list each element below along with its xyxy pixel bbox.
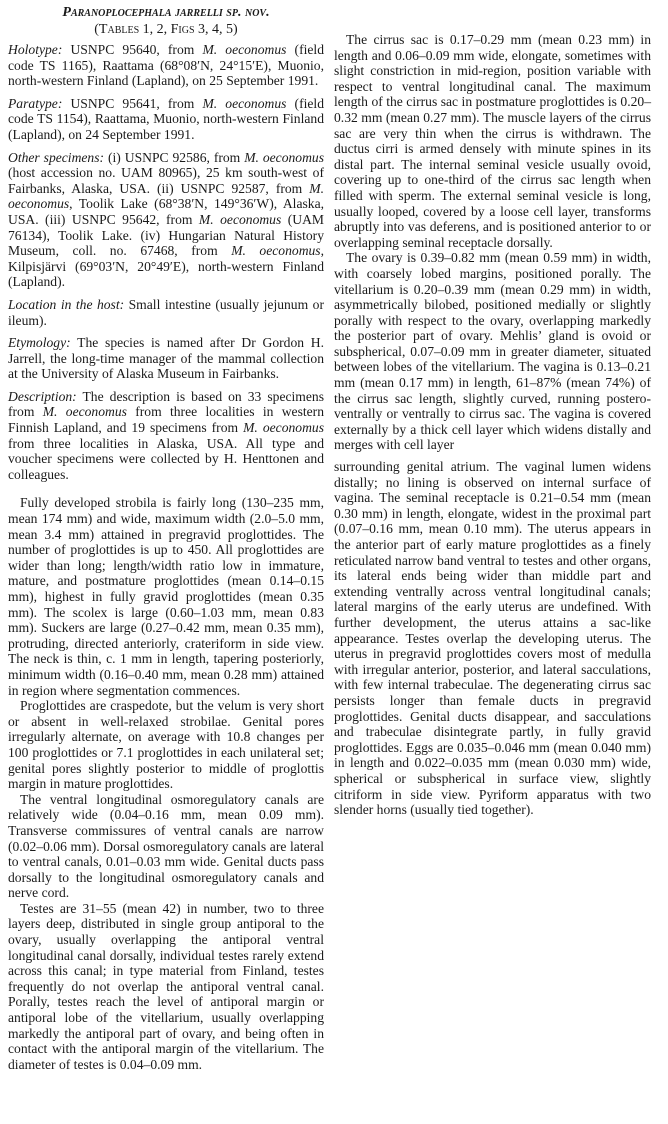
strobila-paragraph: Fully developed strobila is fairly long (130–235 mm, mean 174 mm) and wide, maximum width (2.0–5.0 mm, mean 3.4 mm) attained in pregravid proglottides. The number of proglottides is up to 450. All proglottides are wider than long; length/width ratio low in immature, mature, and postmature proglottides (mean 0.14–0.15 mm), highest in fully gravid proglottides (mean 0.35 mm). The scolex is large (0.60–1.03 mm, mean 0.83 mm). Suckers are large (0.27–0.42 mm, mean 0.35 mm), protruding, directed anteriorly, crateriform in side view. The neck is thin, c. 1 mm in length, tapering posteriorly, minimum width (0.16–0.40 mm, mean 0.28 mm) attained in region where segmentation commences.	[8, 495, 324, 698]
holotype-text: (field code TS 1165), Raattama (68°08′N, 24°15′E), Muonio, north-western Finland (Lapland), on 25 September 1991.	[8, 42, 324, 89]
uterus-paragraph: surrounding genital atrium. The vaginal lumen widens distally; no lining is observed on internal surface of vagina. The seminal receptacle is 0.21–0.54 mm (mean 0.30 mm) in length, elongate, widest in the proximal part (0.07–0.16 mm, mean 0.10 mm). The uterus appears in the anterior part of early mature proglottides as a finely reticulated narrow band ventral to testes and other organs, its lateral ends being wider than middle part and extending ventrally across ventral longitudinal canals; lateral margins of the early uterus are undefined. With further development, the uterus attains a sac-like appearance. Testes overlap the developing uterus. The uterus in pregravid proglottides covers most of medulla with irregular anterior, posterior, and lateral sacculations, with few internal trabeculae. The degenerating cirrus sac persists longer than female ducts in pregravid proglottides. Genital ducts disappear, and sacculations and trabeculae disintegrate partly, in fully gravid proglottides. Eggs are 0.035–0.046 mm (mean 0.040 mm) in length and 0.022–0.035 mm (mean 0.030 mm) wide, spherical or subspherical in surface view, slightly citriform in side view. Pyriform apparatus with two slender horns (usually tied together).	[334, 459, 651, 818]
description-text: The description is based on 33 specimens from	[8, 388, 324, 420]
etymology-text: The species is named after Dr Gordon H. Jarrell, the long-time manager of the mammal collection at the University of Alaska Museum in Fairbanks.	[8, 335, 324, 382]
osmoregulatory-paragraph: The ventral longitudinal osmoregulatory canals are relatively wide (0.04–0.16 mm, mean 0.09 mm). Transverse commissures of ventral canals are narrow (0.02–0.06 mm). Dorsal osmoregulatory canals are lateral to ventral canals, 0.01–0.03 mm wide. Genital ducts pass dorsally to the longitudinal osmoregulatory canals and nerve cord.	[8, 791, 324, 901]
other-specimens-text: , Kilpisjärvi (69°03′N, 20°49′E), north-western Finland (Lapland).	[8, 243, 324, 290]
host-name: M. oeconomus	[231, 243, 321, 259]
other-specimens-label: Other specimens:	[8, 149, 105, 165]
paratype-text: (field code TS 1154), Raattama, Muonio, north-western Finland (Lapland), on 24 September 1991.	[8, 95, 324, 142]
other-specimens-text: , Toolik Lake (68°38′N, 149°36′W), Alaska, USA. (iii) USNPC 95642, from	[8, 196, 324, 227]
host-name: M. oeconomus	[243, 420, 324, 436]
holotype-block	[8, 42, 324, 89]
host-name: M. oeconomus	[202, 95, 287, 111]
species-subtitle: (Tables 1, 2, Figs 3, 4, 5)	[94, 22, 238, 37]
holotype-label: Holotype:	[8, 42, 63, 57]
description-text: from three localities in western Finnish Lapland, and 19 specimens from	[8, 404, 324, 436]
holotype-text: USNPC 95640, from	[62, 42, 203, 57]
proglottides-paragraph: Proglottides are craspedote, but the velum is very short or absent in well-relaxed strobilae. Genital pores irregularly alternate, on average with 10.8 changes per 100 proglottides or 7.1 proglottides in each unilateral set; genital pores slightly posterior to middle of proglottis margin in mature proglottides.	[8, 698, 324, 792]
host-name: M. oeconomus	[244, 149, 325, 165]
location-text: Small intestine (usually jejunum or ileum).	[8, 296, 324, 328]
right-column	[334, 32, 651, 818]
description-label: Description:	[8, 388, 77, 404]
host-name: M. oeconomus	[202, 42, 287, 57]
paratype-block	[8, 96, 324, 143]
description-text: from three localities in Alaska, USA. All type and voucher specimens were collected by H. Henttonen and colleagues.	[8, 435, 324, 482]
location-block	[8, 297, 324, 328]
testes-paragraph: Testes are 31–55 (mean 42) in number, two to three layers deep, distributed in single group antiporal to the ovary, usually overlapping the antiporal ventral longitudinal canal dorsally, individual testes rarely extend across this canal; in type material from Finland, testes frequently do not overlap the antiporal ventral canal. Porally, testes reach the level of antiporal margin or antiporal lobe of the vitellarium, usually overlapping markedly the antiporal part of ovary, and being often in contact with the antiporal margin of the vitellarium. The diameter of testes is 0.04–0.09 mm.	[8, 900, 324, 1072]
host-name: M. oeconomus	[42, 404, 127, 420]
host-name: M. oeconomus	[198, 211, 282, 227]
description-block	[8, 389, 324, 483]
other-specimens-text: (host accession no. UAM 80965), 25 km south-west of Fairbanks, Alaska, USA. (ii) USNPC 92587, from	[8, 165, 324, 196]
ovary-paragraph: The ovary is 0.39–0.82 mm (mean 0.59 mm) in width, with coarsely lobed margins, positioned porally. The vitellarium is 0.20–0.39 mm (mean 0.29 mm) in width, asymmetrically bilobed, positioned medially or slightly porally with respect to the ovary, overlapping markedly the posterior part of ovary. Mehlis’ gland is ovoid or subspherical, 0.07–0.09 mm in greater diameter, situated between lobes of the vitellarium. The vagina is 0.13–0.21 mm (mean 0.17 mm) in length, 61–87% (mean 74%) of the cirrus sac length, slightly curved, running postero-ventrally or ventrally to cirrus sac. The vagina is covered externally by a thick cell layer which widens distally and merges with cell layer	[334, 250, 651, 453]
host-name: M. oeconomus	[8, 180, 324, 212]
cirrus-sac-paragraph: The cirrus sac is 0.17–0.29 mm (mean 0.23 mm) in length and 0.06–0.09 mm wide, elongate, sometimes with slight constriction in mid-region, position variable with respect to ventral longitudinal canal. The maximum length of the cirrus sac in postmature proglottides is 0.20–0.32 mm (mean 0.27 mm). The muscle layers of the cirrus sac are very thin when the cirrus is withdrawn. The ductus cirri is armed densely with minute spines in its distal part. The internal seminal vesicle usually ovoid, covering up to one-third of the cirrus sac length when filled with sperm. The external seminal vesicle is long, usually looped, covered by a loose cell layer, transforms abruptly into vas deferens, and is positioned anterior to or overlapping seminal receptacle dorsally.	[334, 32, 651, 250]
etymology-block	[8, 335, 324, 382]
other-specimens-text: (i) USNPC 92586, from	[104, 149, 245, 165]
etymology-label: Etymology:	[8, 335, 71, 351]
paratype-text: USNPC 95641, from	[62, 95, 203, 111]
location-label: Location in the host:	[8, 296, 125, 312]
species-title: Paranoplocephala jarrelli sp. nov.	[62, 5, 270, 20]
paratype-label: Paratype:	[8, 95, 63, 111]
other-specimens-text: (UAM 76134), Toolik Lake. (iv) Hungarian Natural History Museum, coll. no. 67468, from	[8, 211, 324, 259]
left-column	[8, 0, 324, 1072]
other-specimens-block	[8, 150, 324, 290]
